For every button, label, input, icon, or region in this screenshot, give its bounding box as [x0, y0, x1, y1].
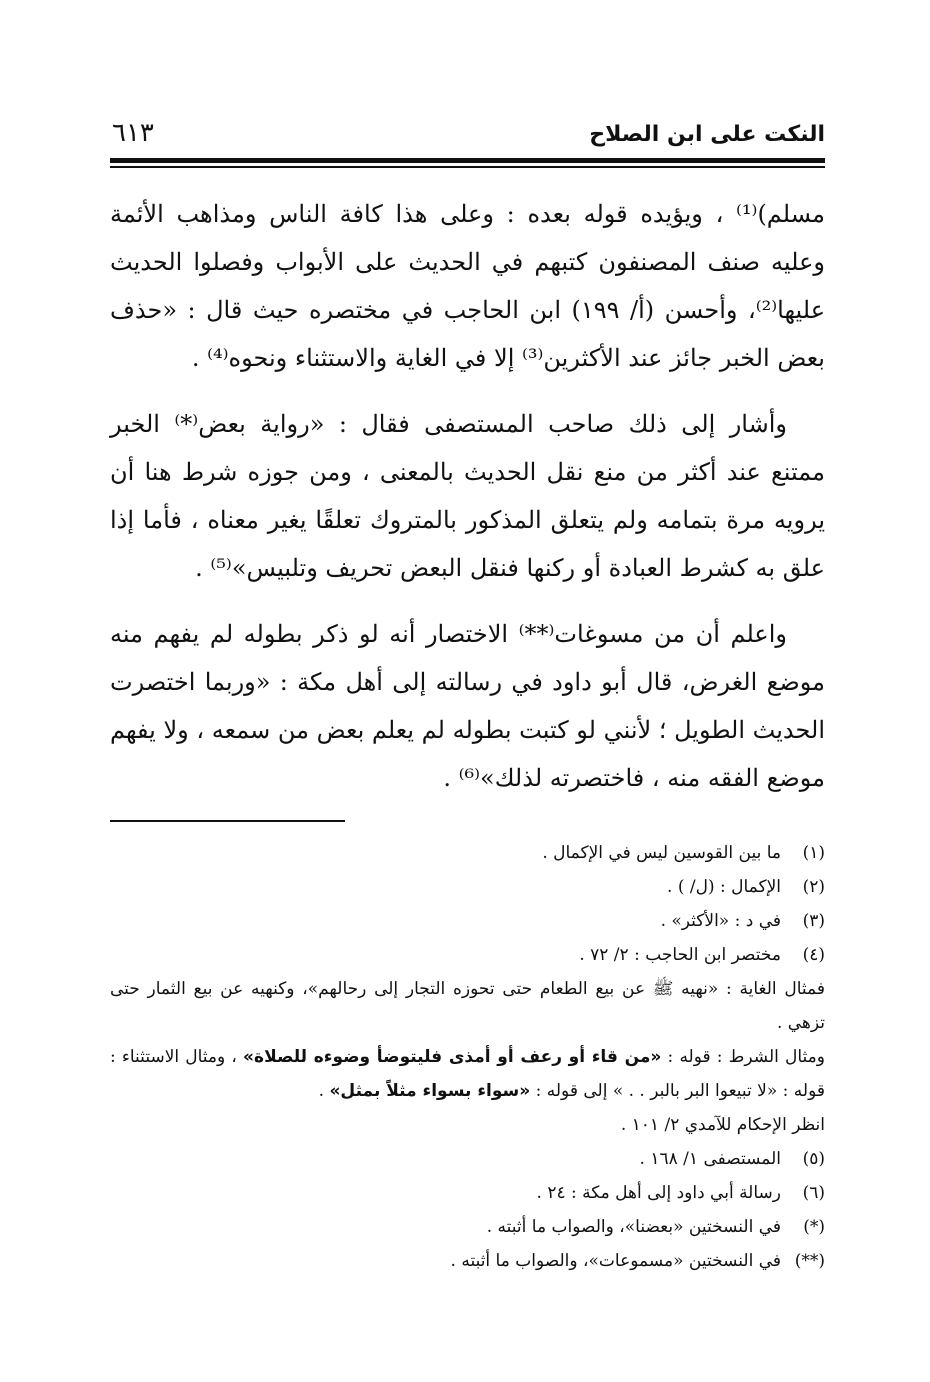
footnote-2: [110, 870, 825, 904]
footnote-6: [110, 1176, 825, 1210]
footnote-mark: (٤): [802, 945, 825, 965]
footnote-text: الإكمال : (ل/ ) .: [667, 877, 781, 897]
footnote-4-shart-hadith: «من قاء أو رعف أو أمذى فليتوضأ وضوءه للصلاة»: [243, 1047, 662, 1067]
footnote-4-istithna-hadith: «سواء بسواء مثلاً بمثل»: [329, 1081, 531, 1101]
footnote-text: المستصفى ١/ ١٦٨ .: [639, 1149, 781, 1169]
footnote-4-shart-intro: ومثال الشرط : قوله :: [661, 1047, 825, 1067]
running-title: النكت على ابن الصلاح: [589, 122, 825, 147]
footnote-mark: (*): [803, 1217, 825, 1237]
footnote-text: رسالة أبي داود إلى أهل مكة : ٢٤ .: [536, 1183, 781, 1203]
paragraph-3: واعلم أن من مسوغات⁽**⁾ الاختصار أنه لو ذكر بطوله لم يفهم منه موضع الغرض، قال أبو داود في رسالته إلى أهل مكة : «وربما اختصرت الحديث الطويل ؛ لأنني لو كتبت بطوله لم يعلم بعض من سمعه ، ولا يفهم موضع الفقه منه ، فاختصرته لذلك»⁽⁶⁾ .: [110, 620, 825, 792]
header-rule-thick: [110, 158, 825, 163]
footnote-text: في النسختين «مسموعات»، والصواب ما أثبته .: [450, 1251, 781, 1271]
footnote-4: [110, 938, 825, 972]
footnote-separator: [110, 820, 345, 822]
footnote-text: ما بين القوسين ليس في الإكمال .: [542, 843, 781, 863]
footnote-4-reference: انظر الإحكام للآمدي ٢/ ١٠١ .: [620, 1115, 825, 1135]
main-text: [110, 190, 825, 802]
footnote-mark: (٦): [802, 1183, 825, 1203]
footnote-text: في النسختين «بعضنا»، والصواب ما أثبته .: [486, 1217, 781, 1237]
footnote-4-istithna-intro: ، ومثال الاستثناء : قوله : «لا تبيعوا البر بالبر . . » إلى قوله :: [110, 1047, 825, 1101]
footnote-1: [110, 836, 825, 870]
paragraph-1: مسلم)⁽¹⁾ ، ويؤيده قوله بعده : وعلى هذا كافة الناس ومذاهب الأئمة وعليه صنف المصنفون كتبهم في الحديث على الأبواب وفصلوا الحديث عليها⁽²⁾، وأحسن (أ/ ١٩٩) ابن الحاجب في مختصره حيث قال : «حذف بعض الخبر جائز عند الأكثرين⁽³⁾ إلا في الغاية والاستثناء ونحوه⁽⁴⁾ .: [110, 200, 826, 372]
footnote-4-example-ghaya: فمثال الغاية : «نهيه ﷺ عن بيع الطعام حتى تحوزه التجار إلى رحالهم»، وكنهيه عن بيع الثمار حتى تزهي .: [110, 979, 825, 1033]
footnotes: [110, 836, 825, 1278]
footnote-text: مختصر ابن الحاجب : ٢/ ٧٢ .: [579, 945, 781, 965]
footnote-3: [110, 904, 825, 938]
header-rule-thin: [110, 166, 825, 168]
page-number: ٦١٣: [112, 118, 154, 148]
footnote-mark: (١): [802, 843, 825, 863]
footnote-4-example-shart: [110, 1040, 825, 1108]
footnote-mark: (٢): [802, 877, 825, 897]
footnote-5: [110, 1142, 825, 1176]
page-header: [110, 110, 825, 158]
footnote-star-2: [110, 1244, 825, 1278]
footnote-mark: (**): [794, 1251, 825, 1271]
paragraph-2: وأشار إلى ذلك صاحب المستصفى فقال : «رواية بعض⁽*⁾ الخبر ممتنع عند أكثر من منع نقل الحديث بالمعنى ، ومن جوزه شرط هنا أن يرويه مرة بتمامه ولم يتعلق المذكور بالمتروك تعلقًا يغير معناه ، فأما إذا علق به كشرط العبادة أو ركنها فنقل البعض تحريف وتلبيس»⁽⁵⁾ .: [110, 410, 825, 582]
footnote-text: في د : «الأكثر» .: [660, 911, 781, 931]
footnote-4-end: .: [318, 1081, 330, 1101]
footnote-mark: (٥): [802, 1149, 825, 1169]
footnote-mark: (٣): [802, 911, 825, 931]
book-page: [110, 110, 825, 1278]
footnote-star-1: [110, 1210, 825, 1244]
